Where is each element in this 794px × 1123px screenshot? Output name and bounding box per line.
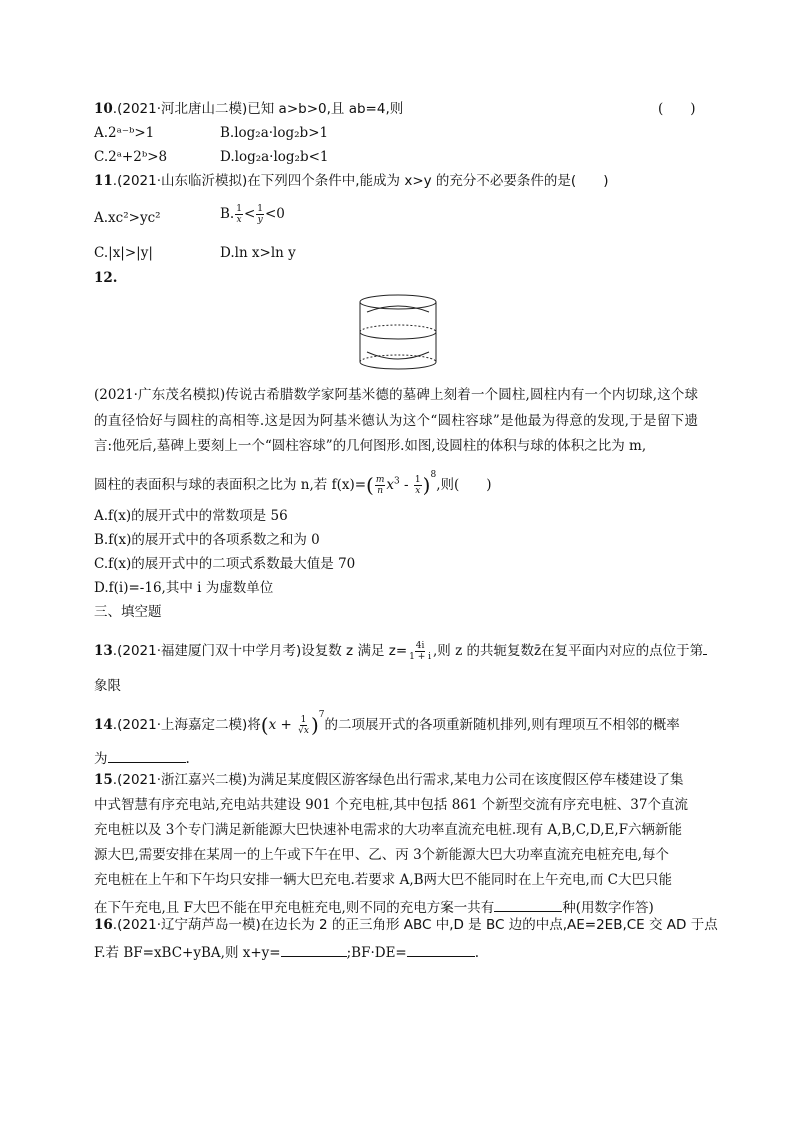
q15-line6: 在下午充电,且 F大巴不能在甲充电桩充电,则不同的充电方案一共有 种(用数字作答) [94, 897, 654, 917]
option-c: C.2ᵃ+2ᵇ>8 [94, 149, 168, 165]
fraction: $\frac{1}{√x}$ [298, 715, 309, 736]
q15-line5: 充电桩在上午和下午均只安排一辆大巴充电.若要求 A,B两大巴不能同时在上午充电,而 C大巴只能 [94, 872, 672, 888]
fraction: $\frac{m}{n}$ [375, 475, 385, 496]
q15-line1: 15.(2021·浙江嘉兴二模)为满足某度假区游客绿色出行需求,某电力公司在该度假区停车楼建设了集 [94, 772, 684, 788]
option-a: A.f(x)的展开式中的常数项是 56 [94, 508, 288, 524]
answer-blank[interactable] [108, 748, 186, 763]
q10-header [94, 101, 403, 118]
q13-line2: 象限 [94, 678, 121, 694]
q12-stem: (2021·广东茂名模拟)传说古希腊数学家阿基米德的墓碑上刻着一个圆柱,圆柱内有一个内切球,这个球的直径恰好与圆柱的高相等.这是因为阿基米德认为这个“圆柱容球”是他最为得意的发现,于是留下遗言:他死后,墓碑上要刻上一个“圆柱容球”的几何图形.如图,设圆柱的体积与球的体积之比为 m, [94, 387, 698, 454]
answer-blank[interactable] [407, 942, 475, 957]
q15-line4: 源大巴,需要安排在某周一的上午或下午在甲、乙、丙 3个新能源大巴大功率直流充电桩充电,每个 [94, 847, 669, 863]
option-b: B. $\frac{1}{x}$ < $\frac{1}{y}$ <0 [220, 204, 285, 225]
option-b: B.log₂a·log₂b>1 [220, 125, 329, 141]
question-stem: .(2021·山东临沂模拟)在下列四个条件中,能成为 x>y 的充分不必要条件的是( ) [112, 173, 609, 189]
option-d: D.ln x>ln y [220, 245, 296, 261]
cylinder-sphere-figure [353, 292, 443, 372]
answer-blank[interactable] [703, 640, 707, 655]
question-number: 11 [94, 173, 113, 189]
q14-stem: 14.(2021·上海嘉定二模)将(x + $\frac{1}{√x}$ )$^7$的二项展开式的各项重新随机排列,则有理项互不相邻的概率 [94, 710, 680, 737]
option-a: A.2ᵃ⁻ᵇ>1 [94, 125, 155, 141]
option-c: C.|x|>|y| [94, 245, 153, 261]
question-stem: .(2021·河北唐山二模)已知 a>b>0,且 ab=4,则 [112, 101, 404, 117]
answer-paren: ( ) [658, 101, 696, 117]
q12-number: 12. [94, 270, 118, 286]
answer-blank[interactable] [494, 897, 562, 912]
section-heading: 三、填空题 [94, 604, 162, 620]
question-number: 10 [94, 101, 113, 117]
option-c: C.f(x)的展开式中的二项式系数最大值是 70 [94, 556, 356, 572]
fraction: $\frac{1}{x}$ [414, 475, 421, 496]
fraction: $\frac{4i}{1 + i}$ [409, 641, 432, 662]
fraction: $\frac{1}{y}$ [257, 204, 263, 225]
q13-stem: 13.(2021·福建厦门双十中学月考)设复数 z 满足 z= $\frac{4i}{1 + i}$ ,则 z 的共轭复数z̄在复平面内对应的点位于第 [94, 640, 707, 662]
q16-line1: 16.(2021·辽宁葫芦岛一模)在边长为 2 的正三角形 ABC 中,D 是 BC 边的中点,AE=2EB,CE 交 AD 于点 [94, 917, 718, 933]
option-a: A.xc²>yc² [94, 210, 161, 226]
q11-header [94, 173, 608, 190]
answer-blank[interactable] [281, 942, 347, 957]
q15-line3: 充电桩以及 3个专门满足新能源大巴快速补电需求的大功率直流充电桩.现有 A,B,C,D,E,F六辆新能 [94, 822, 683, 838]
option-b: B.f(x)的展开式中的各项系数之和为 0 [94, 532, 320, 548]
fraction: $\frac{1}{x}$ [236, 204, 242, 225]
q14-line2: 为 . [94, 748, 190, 768]
q15-line2: 中式智慧有序充电站,充电站共建设 901 个充电桩,其中包括 861 个新型交流有序充电桩、37个直流 [94, 797, 688, 813]
q12-formula-line: 圆柱的表面积与球的表面积之比为 n,若 f(x)=( $\frac{m}{n}$ $x^3$ - $\frac{1}{x}$ )$^8$,则( ) [94, 470, 492, 497]
q16-line2: F.若 BF=xBC+yBA,则 x+y= ;BF·DE= . [94, 942, 479, 962]
option-d: D.f(i)=-16,其中 i 为虚数单位 [94, 580, 274, 596]
option-d: D.log₂a·log₂b<1 [220, 149, 329, 165]
